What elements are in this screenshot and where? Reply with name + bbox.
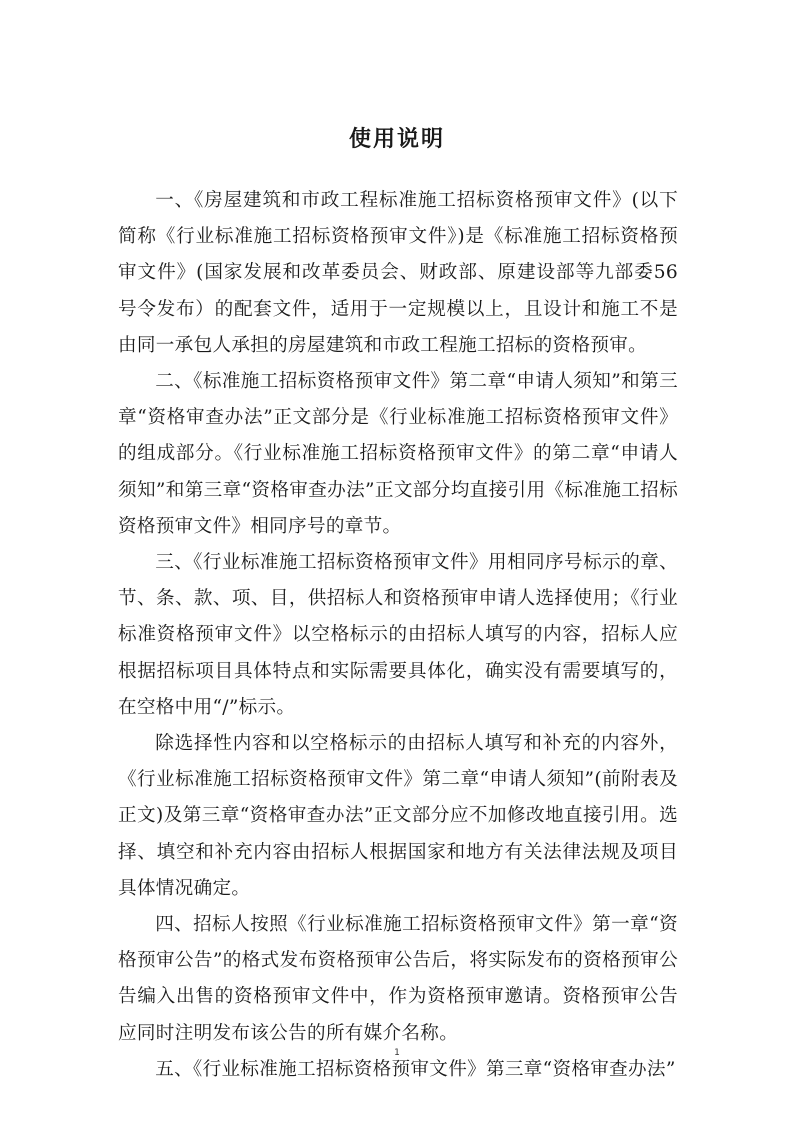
paragraph-3: 三、《行业标准施工招标资格预审文件》用相同序号标示的章、节、条、款、项、目，供招标人和资格预审申请人选择使用；《行业标准资格预审文件》以空格标示的由招标人填写的内容，招标人应根据招标项目具体特点和实际需要具体化，确实没有需要填写的，在空格中用“/”标示。	[118, 552, 678, 718]
paragraph-5: 四、招标人按照《行业标准施工招标资格预审文件》第一章“资格预审公告”的格式发布资格预审公告后，将实际发布的资格预审公告编入出售的资格预审文件中，作为资格预审邀请。资格预审公告应同时注明发布该公告的所有媒介名称。	[118, 914, 678, 1044]
paragraph-1: 一、《房屋建筑和市政工程标准施工招标资格预审文件》(以下简称《行业标准施工招标资格预审文件》)是《标准施工招标资格预审文件》(国家发展和改革委员会、财政部、原建设部等九部委56号令发布）的配套文件，适用于一定规模以上，且设计和施工不是由同一承包人承担的房屋建筑和市政工程施工招标的资格预审。	[118, 190, 678, 356]
paragraph-4: 除选择性内容和以空格标示的由招标人填写和补充的内容外，《行业标准施工招标资格预审文件》第二章“申请人须知”(前附表及正文)及第三章“资格审查办法”正文部分应不加修改地直接引用。选择、填空和补充内容由招标人根据国家和地方有关法律法规及项目具体情况确定。	[118, 733, 678, 899]
paragraph-2: 二、《标准施工招标资格预审文件》第二章“申请人须知”和第三章“资格审查办法”正文部分是《行业标准施工招标资格预审文件》的组成部分。《行业标准施工招标资格预审文件》的第二章“申请人须知”和第三章“资格审查办法”正文部分均直接引用《标准施工招标资格预审文件》相同序号的章节。	[118, 371, 678, 537]
paragraph-6: 五、《行业标准施工招标资格预审文件》第三章“资格审查办法”	[155, 1058, 676, 1080]
document-body	[118, 183, 678, 1088]
page-title: 使用说明	[348, 127, 445, 152]
page-number: 1	[394, 1048, 400, 1058]
